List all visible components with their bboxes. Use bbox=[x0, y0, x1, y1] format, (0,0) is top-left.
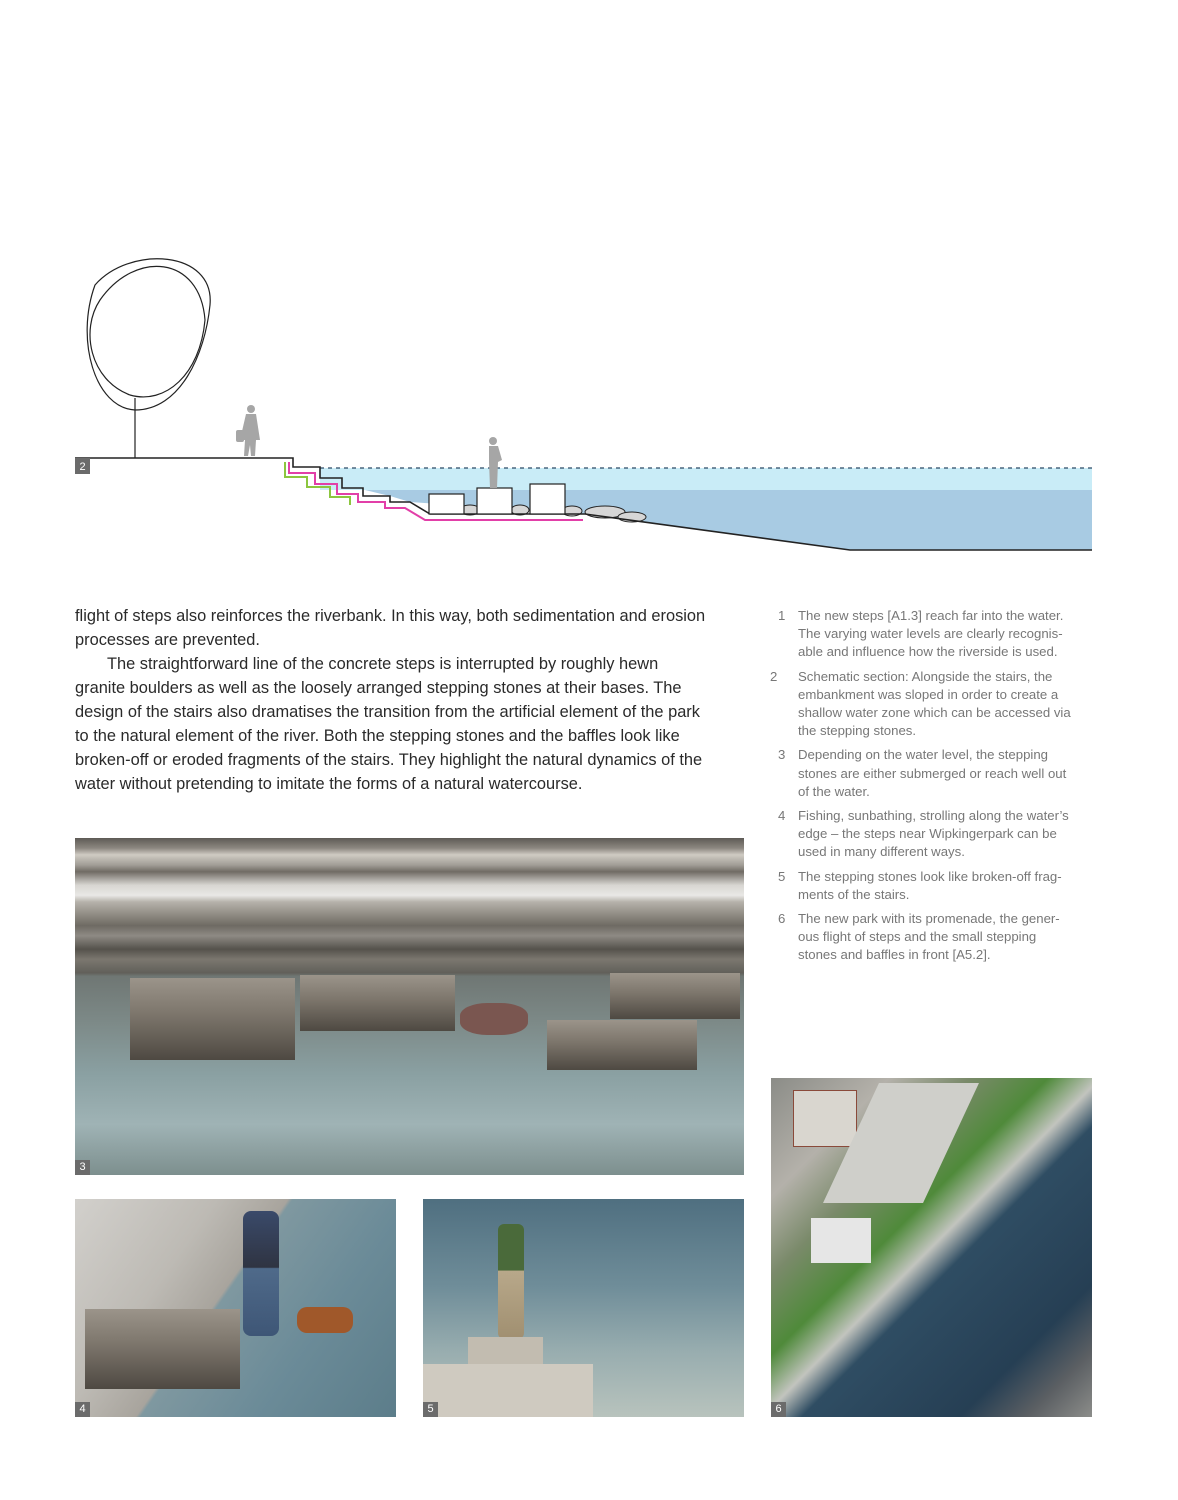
caption-line: ments of the stairs. bbox=[798, 886, 910, 902]
person-silhouette-icon bbox=[236, 405, 260, 456]
figure-label-4: 4 bbox=[75, 1402, 90, 1417]
stepping-stone bbox=[468, 1337, 543, 1367]
photo-aerial-park bbox=[771, 1078, 1092, 1417]
dog-figure bbox=[297, 1307, 353, 1333]
photo-stepping-stones bbox=[75, 838, 744, 1175]
text-line: processes are prevented. bbox=[75, 631, 260, 649]
caption-number: 5 bbox=[778, 868, 786, 884]
caption-line: of the water. bbox=[798, 783, 870, 799]
caption-3 bbox=[768, 746, 1098, 801]
caption-number: 2 bbox=[770, 668, 778, 684]
stepping-stone bbox=[300, 975, 455, 1031]
text-line: to the natural element of the river. Both the stepping stones and the baffles look like bbox=[75, 727, 680, 745]
caption-line: Depending on the water level, the stepping bbox=[798, 747, 1049, 763]
caption-line: The new park with its promenade, the gener- bbox=[798, 911, 1060, 927]
stepping-stone bbox=[85, 1309, 240, 1389]
caption-number: 4 bbox=[778, 808, 786, 824]
caption-2 bbox=[768, 668, 1098, 741]
text-line: flight of steps also reinforces the riverbank. In this way, both sedimentation and erosion bbox=[75, 607, 706, 625]
caption-line: Fishing, sunbathing, strolling along the water’s bbox=[798, 808, 1069, 824]
water-shallow bbox=[320, 468, 1092, 490]
figure-label-2: 2 bbox=[79, 461, 86, 473]
figure-label-5: 5 bbox=[423, 1402, 438, 1417]
figure-label-6: 6 bbox=[771, 1402, 786, 1417]
person-figure bbox=[243, 1211, 279, 1336]
caption-line: embankment was sloped in order to create a bbox=[798, 686, 1059, 702]
caption-line: Schematic section: Alongside the stairs, the bbox=[798, 668, 1053, 684]
caption-line: stones and baffles in front [A5.2]. bbox=[798, 947, 991, 963]
caption-4 bbox=[768, 807, 1098, 862]
caption-line: The varying water levels are clearly recognis- bbox=[798, 626, 1063, 642]
text-line: broken-off or eroded fragments of the stairs. They highlight the natural dynamics of the bbox=[75, 751, 703, 769]
person-figure bbox=[498, 1224, 524, 1339]
caption-line: shallow water zone which can be accessed via bbox=[798, 705, 1071, 721]
caption-line: edge – the steps near Wipkingerpark can be bbox=[798, 826, 1057, 842]
text-line: water without pretending to imitate the forms of a natural watercourse. bbox=[75, 775, 583, 793]
caption-5 bbox=[768, 868, 1098, 904]
stepping-stone bbox=[130, 978, 295, 1060]
photo-people-on-steps bbox=[75, 1199, 396, 1417]
schematic-section-diagram bbox=[0, 240, 1178, 570]
captions-column bbox=[768, 607, 1098, 971]
caption-6 bbox=[768, 910, 1098, 965]
caption-line: the stepping stones. bbox=[798, 723, 917, 739]
stepping-stone bbox=[610, 973, 740, 1019]
granite-boulder bbox=[460, 1003, 528, 1035]
caption-line: The stepping stones look like broken-off frag- bbox=[798, 868, 1062, 884]
text-line: design of the stairs also dramatises the transition from the artificial element of the park bbox=[75, 703, 700, 721]
figure-label-3: 3 bbox=[75, 1160, 90, 1175]
caption-number: 3 bbox=[778, 747, 786, 763]
caption-line: used in many different ways. bbox=[798, 844, 965, 860]
body-text bbox=[75, 604, 755, 796]
text-line: granite boulders as well as the loosely arranged stepping stones at their bases. The bbox=[75, 679, 682, 697]
tree-icon bbox=[87, 259, 210, 458]
building bbox=[793, 1090, 857, 1147]
caption-line: ous flight of steps and the small stepping bbox=[798, 929, 1037, 945]
concrete-steps bbox=[423, 1364, 593, 1417]
stepping-stone bbox=[547, 1020, 697, 1070]
text-line: The straightforward line of the concrete steps is interrupted by roughly hewn bbox=[107, 655, 659, 673]
caption-number: 1 bbox=[778, 608, 786, 623]
photo-fisherman bbox=[423, 1199, 744, 1417]
caption-line: able and influence how the riverside is used. bbox=[798, 644, 1058, 660]
caption-number: 6 bbox=[778, 911, 786, 927]
caption-1 bbox=[768, 607, 1098, 662]
caption-line: stones are either submerged or reach well out bbox=[798, 765, 1067, 781]
caption-line: The new steps [A1.3] reach far into the water. bbox=[798, 608, 1064, 623]
building bbox=[811, 1218, 871, 1263]
